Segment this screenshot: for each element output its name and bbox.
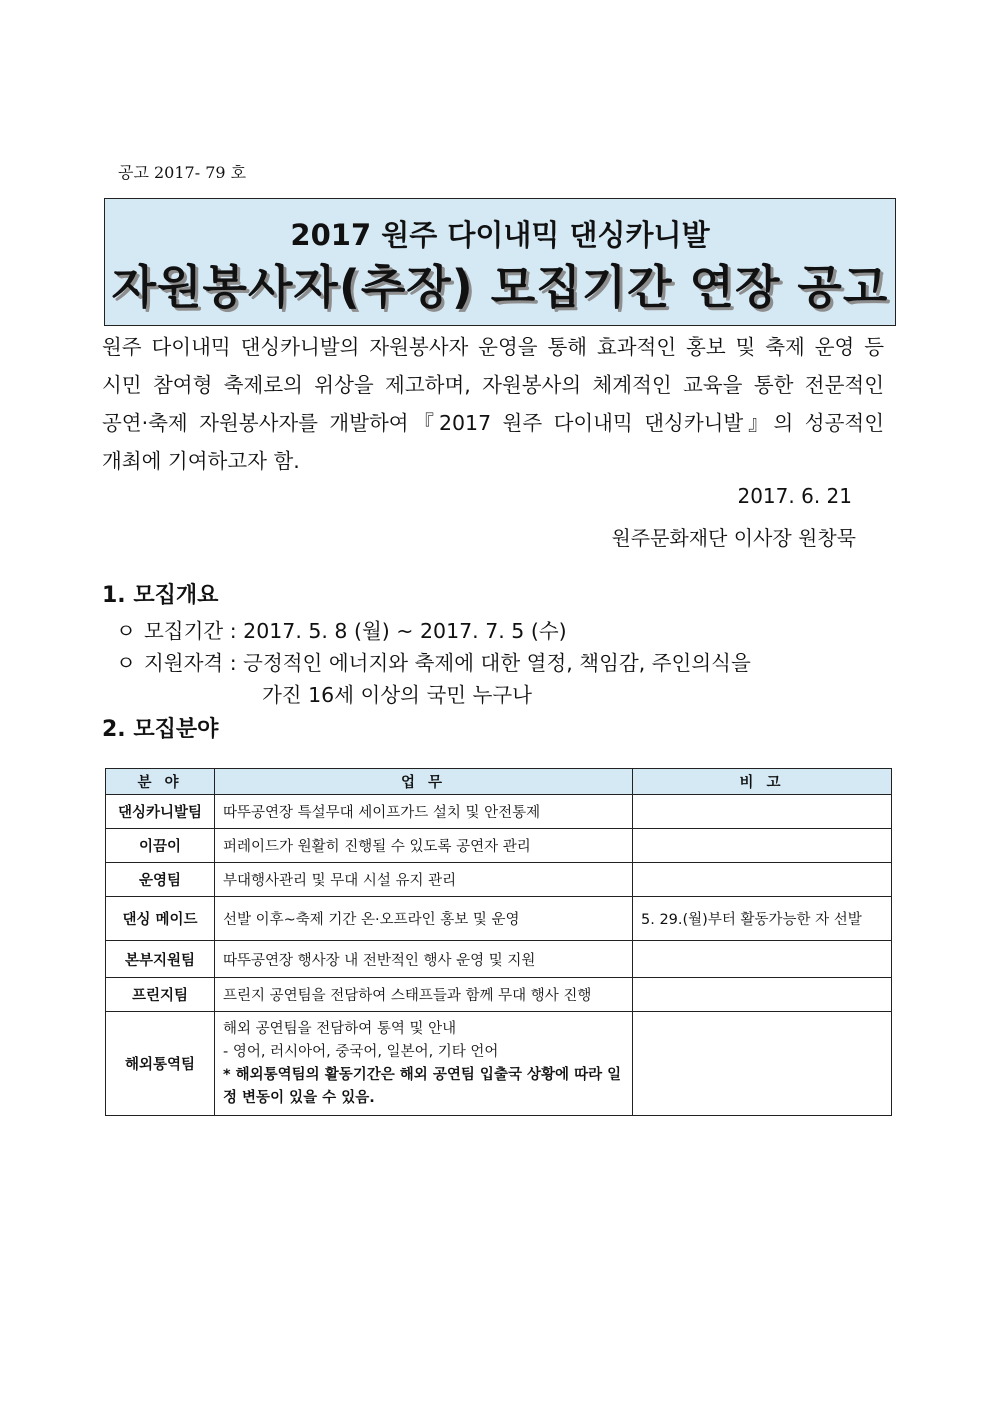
team-duty: 부대행사관리 및 무대 시설 유지 관리 (215, 863, 633, 897)
table-row (106, 795, 892, 829)
section-2-title: 2. 모집분야 (102, 717, 219, 742)
team-note (633, 941, 892, 978)
notice-date: 2017. 6. 21 (737, 484, 852, 508)
team-duty (215, 1012, 633, 1116)
qualification-continued: 가진 16세 이상의 국민 누구나 (262, 683, 532, 707)
table-row (106, 941, 892, 978)
qualification-text: 지원자격 : 긍정적인 에너지와 축제에 대한 열정, 책임감, 주인의식을 (144, 651, 751, 675)
team-name: 댄싱 메이드 (106, 897, 215, 941)
table-row (106, 897, 892, 941)
team-name: 본부지원팀 (106, 941, 215, 978)
table-row (106, 829, 892, 863)
team-name: 프린지팀 (106, 978, 215, 1012)
bullet-mark: ㅇ (116, 619, 136, 643)
table-row (106, 863, 892, 897)
team-duty: 따뚜공연장 특설무대 세이프가드 설치 및 안전통제 (215, 795, 633, 829)
team-duty: 프린지 공연팀을 전담하여 스태프들과 함께 무대 행사 진행 (215, 978, 633, 1012)
notice-number: 공고 2017- 79 호 (118, 163, 247, 182)
bullet-qualification (116, 646, 751, 676)
table-header-row (106, 769, 892, 795)
team-note (633, 829, 892, 863)
section-1-title: 1. 모집개요 (102, 583, 219, 608)
duty-warning: * 해외통역팀의 활동기간은 해외 공연팀 입출국 상황에 따라 일정 변동이 있을 수 있음. (223, 1066, 622, 1106)
title-line-2: 자원봉사자(추장) 모집기간 연장 공고 (111, 260, 889, 314)
bullet-mark: ㅇ (116, 651, 136, 675)
team-duty: 선발 이후~축제 기간 온·오프라인 홍보 및 운영 (215, 897, 633, 941)
table-row (106, 978, 892, 1012)
header-duty: 업 무 (215, 769, 633, 795)
team-note (633, 1012, 892, 1116)
period-text: 모집기간 : 2017. 5. 8 (월) ~ 2017. 7. 5 (수) (144, 619, 567, 643)
bullet-period (116, 614, 567, 644)
title-box (104, 198, 896, 326)
duty-line-1: 해외 공연팀을 전담하여 통역 및 안내 (223, 1020, 457, 1037)
team-duty: 따뚜공연장 행사장 내 전반적인 행사 운영 및 지원 (215, 941, 633, 978)
team-note (633, 978, 892, 1012)
team-duty: 퍼레이드가 원활히 진행될 수 있도록 공연자 관리 (215, 829, 633, 863)
team-name: 운영팀 (106, 863, 215, 897)
team-name: 댄싱카니발팀 (106, 795, 215, 829)
header-note: 비 고 (633, 769, 892, 795)
team-name: 해외통역팀 (106, 1012, 215, 1116)
team-name: 이끔이 (106, 829, 215, 863)
team-note (633, 795, 892, 829)
title-line-1: 2017 원주 다이내믹 댄싱카니발 (290, 218, 710, 252)
duty-line-2: - 영어, 러시아어, 중국어, 일본어, 기타 언어 (223, 1043, 499, 1060)
signer: 원주문화재단 이사장 원창묵 (611, 526, 856, 550)
intro-paragraph: 원주 다이내믹 댄싱카니발의 자원봉사자 운영을 통해 효과적인 홍보 및 축제 운영 등 시민 참여형 축제로의 위상을 제고하며, 자원봉사의 체계적인 교육을 통한 전문적인 공연·축제 자원봉사자를 개발하여『2017 원주 다이내믹 댄싱카니발』의 성공적인 개최에 기여하고자 함. (102, 335, 884, 473)
header-field: 분 야 (106, 769, 215, 795)
table-row (106, 1012, 892, 1116)
team-note (633, 863, 892, 897)
team-note: 5. 29.(월)부터 활동가능한 자 선발 (633, 897, 892, 941)
recruitment-fields-table (105, 768, 892, 1116)
